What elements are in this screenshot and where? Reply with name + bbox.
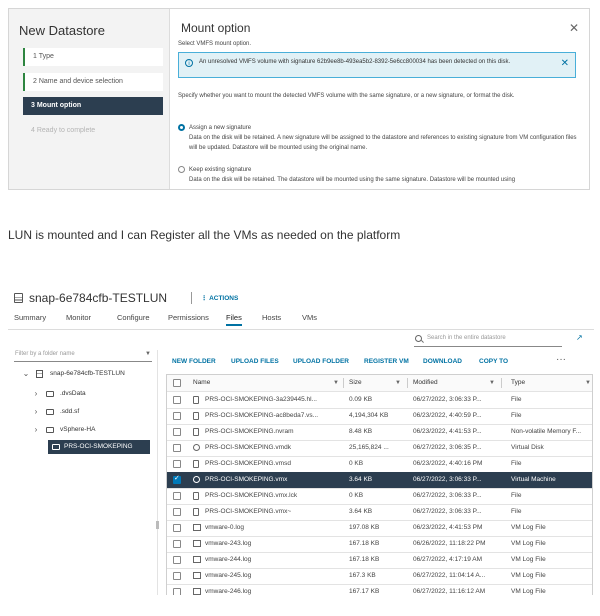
download-button[interactable]: DOWNLOAD [423,358,462,365]
cell-modified: 06/27/2022, 3:06:33 P... [413,508,482,515]
cell-type: VM Log File [511,588,546,595]
log-icon [193,556,201,563]
cell-size: 3.64 KB [349,508,373,515]
upload-folder-button[interactable]: UPLOAD FOLDER [293,358,349,365]
row-checkbox[interactable] [173,428,181,436]
external-link-icon[interactable]: ↗ [576,333,583,342]
row-checkbox[interactable] [173,396,181,404]
chevron-right-icon[interactable]: › [34,407,38,416]
cell-name: PRS-OCI-SMOKEPING.vmx.lck [205,492,298,499]
file-icon [193,412,199,420]
cell-type: VM Log File [511,556,546,563]
cell-modified: 06/27/2022, 3:06:33 P... [413,476,482,483]
vm-icon [193,476,200,483]
cell-type: File [511,492,522,499]
row-checkbox[interactable] [173,444,181,452]
header-divider [191,292,192,304]
cell-name: PRS-OCI-SMOKEPING-ac8beda7.vs... [205,412,319,419]
log-icon [193,540,201,547]
cell-size: 25,165,824 ... [349,444,389,451]
caption-text: LUN is mounted and I can Register all the VMs as needed on the platform [8,228,401,242]
tab-hosts[interactable]: Hosts [262,313,282,322]
table-row[interactable] [167,552,592,569]
tab-files[interactable]: Files [226,313,242,322]
datastore-search-input[interactable]: Search in the entire datastore [414,334,562,347]
column-header-type[interactable]: Type [511,379,526,386]
table-row[interactable] [167,456,592,473]
table-row[interactable] [167,568,592,585]
tab-configure[interactable]: Configure [117,313,150,322]
log-icon [193,588,201,595]
datastore-files-view [8,285,594,595]
filter-icon[interactable]: ▼ [333,380,339,386]
cell-size: 167.3 KB [349,572,376,579]
new-folder-button[interactable]: NEW FOLDER [172,358,216,365]
table-row[interactable] [167,504,592,521]
wizard-step-type[interactable]: 1 Type [23,48,163,66]
table-row[interactable] [167,424,592,441]
filter-icon[interactable]: ▼ [489,380,495,386]
row-checkbox[interactable] [173,572,181,580]
cell-type: VM Log File [511,540,546,547]
new-datastore-wizard [8,8,590,190]
cell-type: File [511,412,522,419]
cell-size: 0 KB [349,492,364,499]
copy-to-button[interactable]: COPY TO [479,358,509,365]
row-checkbox[interactable] [173,556,181,564]
tree-item-folder-selected[interactable]: PRS-OCI-SMOKEPING [48,440,150,454]
file-icon [193,508,199,516]
filter-icon[interactable]: ▼ [585,380,591,386]
cell-type: Virtual Disk [511,444,544,451]
tree-item-datastore[interactable]: ⌄ snap-6e784cfb-TESTLUN [22,367,154,381]
table-row[interactable] [167,472,592,489]
chevron-down-icon[interactable]: ⌄ [22,369,30,378]
filter-icon[interactable]: ▼ [145,351,151,357]
row-checkbox[interactable] [173,524,181,532]
cell-name: vmware-243.log [205,540,252,547]
cell-type: File [511,396,522,403]
tab-monitor[interactable]: Monitor [66,313,92,322]
option-description: Data on the disk will be retained. A new signature will be assigned to the datastore and references to existing signature from VM configuration files will be updated. Datastore will be mounted using the original name. [189,135,577,151]
info-alert [178,52,576,78]
cell-size: 8.48 KB [349,428,373,435]
dismiss-alert-icon[interactable]: ✕ [560,58,569,69]
wizard-step-mount-option[interactable]: 3 Mount option [23,97,163,115]
cell-name: PRS-OCI-SMOKEPING-3a239445.hl... [205,396,317,403]
column-header-size[interactable]: Size [349,379,362,386]
page-title: Mount option [181,21,251,35]
datastore-icon [14,293,23,303]
close-icon[interactable]: ✕ [568,21,579,35]
row-checkbox[interactable] [173,540,181,548]
option-description: Data on the disk will be retained. The datastore will be mounted using the same signature. Datastore will be mounted using [189,177,516,183]
cell-modified: 06/27/2022, 3:06:35 P... [413,444,482,451]
folder-icon [52,444,60,450]
file-icon [193,492,199,500]
cell-name: PRS-OCI-SMOKEPING.nvram [205,428,294,435]
log-icon [193,524,201,531]
select-all-checkbox[interactable] [173,379,181,387]
table-row[interactable] [167,584,592,595]
cell-modified: 06/27/2022, 11:04:14 A... [413,572,486,579]
files-table [166,374,593,595]
actions-menu-button[interactable]: ⋮ ACTIONS [201,295,239,302]
cell-size: 167.18 KB [349,556,380,563]
cell-modified: 06/23/2022, 4:40:16 PM [413,460,483,467]
info-icon: i [185,59,193,67]
cell-size: 167.18 KB [349,540,380,547]
cell-type: Virtual Machine [511,476,556,483]
table-row[interactable] [167,536,592,553]
cell-name: PRS-OCI-SMOKEPING.vmsd [205,460,291,467]
disk-icon [193,444,200,451]
splitter-handle[interactable] [156,521,159,529]
cell-modified: 06/27/2022, 11:16:12 AM [413,588,486,595]
cell-modified: 06/23/2022, 4:40:59 P... [413,412,482,419]
row-checkbox[interactable] [173,588,181,595]
tree-item-folder[interactable]: › vSphere-HA [32,423,150,437]
chevron-right-icon[interactable]: › [34,425,38,434]
cell-name: vmware-245.log [205,572,252,579]
file-icon [193,428,199,436]
filter-icon[interactable]: ▼ [395,380,401,386]
tabs-divider [8,329,594,330]
register-vm-button[interactable]: REGISTER VM [364,358,409,365]
cell-size: 197.08 KB [349,524,380,531]
row-checkbox[interactable] [173,460,181,468]
tab-summary[interactable]: Summary [14,313,47,322]
upload-files-button[interactable]: UPLOAD FILES [231,358,279,365]
cell-type: VM Log File [511,572,546,579]
table-row[interactable] [167,488,592,505]
cell-type: VM Log File [511,524,546,531]
info-alert-text: An unresolved VMFS volume with signature 62b9ee8b-493ea5b2-8392-5e6cc800034 has been detected on this disk. [199,59,511,65]
tree-item-folder[interactable]: › .sdd.sf [32,405,150,419]
cell-size: 0 KB [349,460,364,467]
column-header-modified[interactable]: Modified [413,379,438,386]
file-icon [193,396,199,404]
option-label[interactable]: Assign a new signature [189,125,252,131]
search-icon [415,335,422,342]
cell-name: vmware-244.log [205,556,252,563]
cell-size: 0.09 KB [349,396,373,403]
tab-permissions[interactable]: Permissions [168,313,209,322]
folder-icon [46,409,54,415]
column-divider[interactable] [407,378,408,388]
folder-icon [46,427,54,433]
cell-name: PRS-OCI-SMOKEPING.vmdk [205,444,291,451]
folder-filter-input[interactable]: Filter by a folder name ▼ [14,350,152,362]
cell-modified: 06/27/2022, 3:06:33 P... [413,396,482,403]
cell-name: PRS-OCI-SMOKEPING.vmx~ [205,508,292,515]
wizard-step-ready: 4 Ready to complete [31,127,96,134]
cell-size: 3.64 KB [349,476,373,483]
cell-type: File [511,508,522,515]
table-row[interactable] [167,392,592,409]
cell-name: PRS-OCI-SMOKEPING.vmx [205,476,288,483]
wizard-content [177,9,587,189]
folder-icon [46,391,54,397]
page-subtitle: Select VMFS mount option. [178,41,252,47]
option-label[interactable]: Keep existing signature [189,167,252,173]
cell-modified: 06/26/2022, 11:18:22 PM [413,540,486,547]
table-row[interactable] [167,408,592,425]
column-divider[interactable] [501,378,502,388]
datastore-icon [36,370,43,378]
cell-modified: 06/27/2022, 3:06:33 P... [413,492,482,499]
row-checkbox[interactable] [173,508,181,516]
tab-vms[interactable]: VMs [302,313,317,322]
radio-keep-existing-signature[interactable] [178,166,185,173]
pane-splitter[interactable] [157,350,158,595]
mount-description: Specify whether you want to mount the detected VMFS volume with the same signature, or a new signature, or format the disk. [178,93,515,99]
row-checkbox[interactable] [173,492,181,500]
cell-modified: 06/23/2022, 4:41:53 PM [413,524,483,531]
table-row[interactable] [167,440,592,457]
log-icon [193,572,201,579]
cell-size: 4,194,304 KB [349,412,389,419]
cell-size: 167.17 KB [349,588,380,595]
wizard-title: New Datastore [19,23,105,38]
column-header-name[interactable]: Name [193,379,211,386]
file-icon [193,460,199,468]
row-checkbox[interactable] [173,412,181,420]
wizard-step-name-device[interactable]: 2 Name and device selection [23,73,163,91]
chevron-right-icon[interactable]: › [34,389,38,398]
datastore-name: snap-6e784cfb-TESTLUN [29,291,168,305]
cell-name: vmware-0.log [205,524,245,531]
datastore-header [14,291,167,307]
radio-assign-new-signature[interactable] [178,124,185,131]
cell-modified: 06/23/2022, 4:41:53 P... [413,428,482,435]
cell-type: File [511,460,522,467]
cell-name: vmware-246.log [205,588,252,595]
row-checkbox[interactable] [173,476,181,484]
table-row[interactable] [167,520,592,537]
table-header [167,375,592,392]
more-actions-button[interactable]: ··· [556,354,566,365]
column-divider[interactable] [343,378,344,388]
tree-item-folder[interactable]: › .dvsData [32,387,150,401]
wizard-steps-panel [9,9,170,189]
cell-modified: 06/27/2022, 4:17:19 AM [413,556,483,563]
cell-type: Non-volatile Memory F... [511,428,582,435]
